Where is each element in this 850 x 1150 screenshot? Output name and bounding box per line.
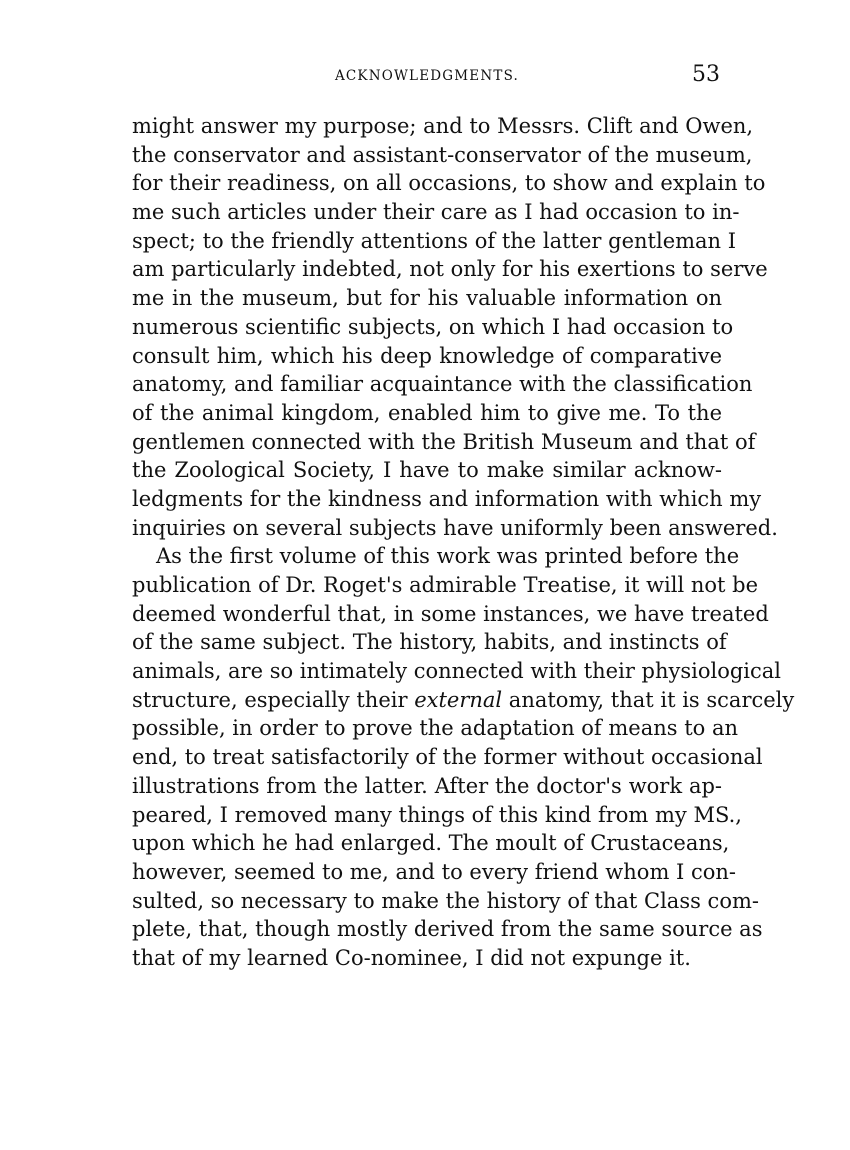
text-line: me such articles under their care as I had occasion to in- <box>132 200 740 225</box>
body-text <box>132 112 795 973</box>
text-line: sulted, so necessary to make the history of that Class com- <box>132 888 759 913</box>
text-line: plete, that, though mostly derived from the same source as <box>132 917 763 942</box>
running-head <box>132 62 722 92</box>
text-line: peared, I removed many things of this kind from my MS., <box>132 802 742 827</box>
text-line: publication of Dr. Roget's admirable Treatise, it will not be <box>132 573 759 597</box>
text-line: animals, are so intimately connected with their physiological <box>132 659 782 684</box>
paragraph-first-line: As the first volume of this work was printed before the <box>156 544 740 569</box>
text-line: spect; to the friendly attentions of the latter gentleman I <box>132 228 737 253</box>
italic-word: external <box>414 687 503 712</box>
text-line: inquiries on several subjects have uniformly been answered. <box>132 515 778 540</box>
text-line: for their readiness, on all occasions, to show and explain to <box>132 171 766 196</box>
text-line: the conservator and assistant-conservator of the museum, <box>132 142 753 167</box>
text-line: deemed wonderful that, in some instances, we have treated <box>132 601 769 626</box>
text-line: possible, in order to prove the adaptation of means to an <box>132 716 739 741</box>
text-line: consult him, which his deep knowledge of comparative <box>132 343 722 368</box>
text-line: end, to treat satisfactorily of the former without occasional <box>132 745 763 770</box>
text-line: might answer my purpose; and to Messrs. Clift and Owen, <box>132 114 754 138</box>
text-segment: anatomy, that it is scarcely <box>502 687 795 712</box>
text-line: of the same subject. The history, habits, and instincts of <box>132 630 727 655</box>
text-line: the Zoological Society, I have to make similar acknow- <box>132 458 722 483</box>
text-line: numerous scientific subjects, on which I had occasion to <box>132 314 734 339</box>
text-line: me in the museum, but for his valuable information on <box>132 286 722 311</box>
text-line: anatomy, and familiar acquaintance with the classification <box>132 372 753 397</box>
text-line: ledgments for the kindness and information with which my <box>132 486 762 511</box>
text-line: of the animal kingdom, enabled him to give me. To the <box>132 400 722 425</box>
text-line: that of my learned Co-nominee, I did not expunge it. <box>132 945 691 970</box>
text-line: gentlemen connected with the British Museum and that of <box>132 429 756 454</box>
page-number: 53 <box>692 62 720 87</box>
text-line: am particularly indebted, not only for his exertions to serve <box>132 257 768 282</box>
text-line: upon which he had enlarged. The moult of Crustaceans, <box>132 831 730 856</box>
text-segment: structure, especially their <box>132 687 415 712</box>
text-line-with-italic <box>132 686 795 715</box>
text-line: illustrations from the latter. After the doctor's work ap- <box>132 773 722 798</box>
running-title: ACKNOWLEDGMENTS. <box>334 68 520 84</box>
text-line: however, seemed to me, and to every friend whom I con- <box>132 859 737 884</box>
